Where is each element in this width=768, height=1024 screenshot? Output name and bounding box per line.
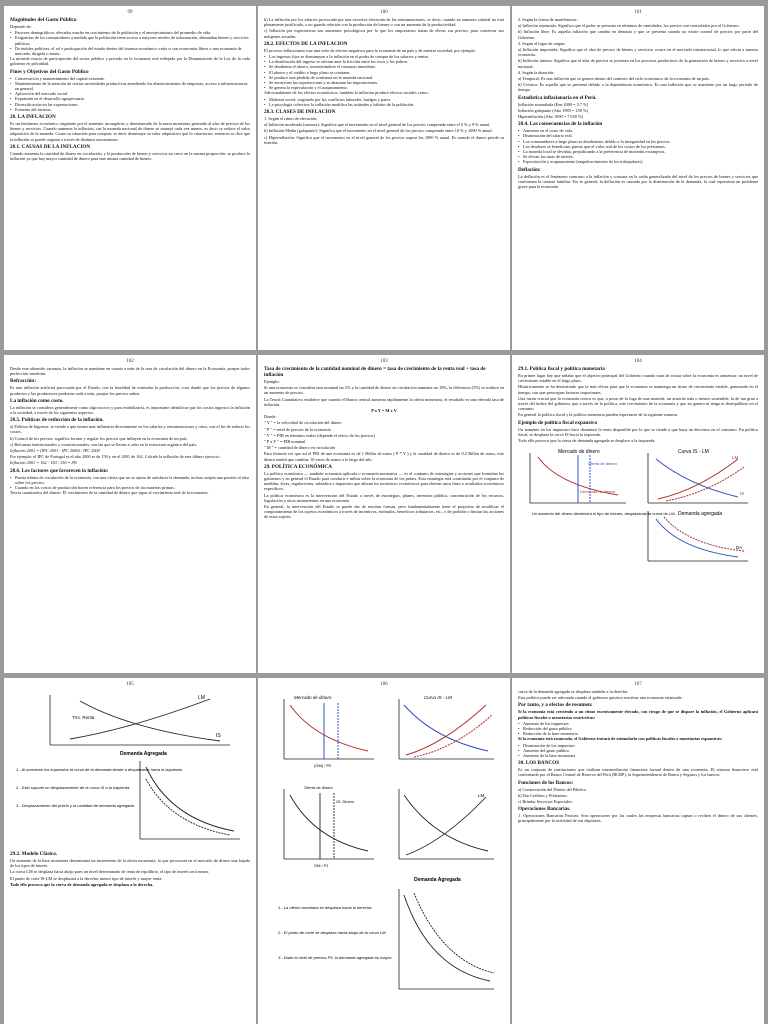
formula: P x Y = M x V xyxy=(371,408,397,414)
paragraph: b) Inflación libre: Es aquella inflación que cambia en demasía y que se presenta cuando no existe control de precios por parte del Gobierno. xyxy=(518,29,758,40)
section-heading: Tasa de crecimiento de la cantidad nominal de dinero = tasa de crecimiento de la renta real + tasa de inflación xyxy=(264,366,486,378)
page-number: 104 xyxy=(634,359,642,364)
paragraph: En primer lugar hay que señalar que el objetivo principal del Gobierno cuando trata de actuar sobre la economía es aumentar: un nivel de crecimiento estable en el largo plazo. xyxy=(518,373,758,384)
diagram-note: Un aumento del dinero disminuirá el tipo de interés, desplazando la curva de LM. xyxy=(532,511,676,517)
list-item: • Se elevan las tasas de interés. xyxy=(518,154,758,159)
list-item: • La distribución del ingreso se afectan ante la fricción entre los ricos y los pobres. xyxy=(264,59,504,64)
paragraph: Un aumento en los impuestos hace disminuir la renta disponible por lo que se tiende a que haya un descenso en el consumo. En política fiscal, se desplaza la curva IS hacia la izquierda. xyxy=(518,426,758,437)
section-heading: Deflación: xyxy=(518,166,541,173)
axis-label: OM / P1 xyxy=(314,863,329,868)
paragraph: b) La inflación por los salarios provocada por una excesiva elevación de las remuneraciones, es decir, cuando en aumento salarial no está plenamente justificado, o no guarda relación con la producción de bienes o con un aumento de la productividad. xyxy=(264,17,504,28)
section-heading: 28.4. Las consecuencias de la inflación xyxy=(518,121,603,128)
section-heading: 29.2. Modelo Clásico. xyxy=(10,851,58,857)
page-100 xyxy=(258,6,510,350)
paragraph: El proceso inflacionario trae una serie de efectos negativos para la economía de un país y de nuestra sociedad, por ejemplo: xyxy=(264,47,477,53)
paragraph: 1. Operaciones Bancarias Pasivas: Son operaciones por las cuales las empresas bancarias captan o reciben el dinero de sus clientes, principalmente por la actividad de sus depósitos. xyxy=(518,813,758,824)
diagram-note: 3.- Desplazamiento del precio y la cantidad de demanda agregada. xyxy=(16,803,135,808)
definition: " P " = nivel de precios de la economía xyxy=(264,426,331,432)
paragraph: Para fórmula ver que así el PBI de una economía es de 1 Billón de euros ( P * Y ) y la cantidad de dinero es de 0,2 Billón de euros, este dinero tendrá que cambiar 10 veces de mano a lo largo del año. xyxy=(264,451,504,462)
diagram-note: 1.- La oferta monetaria se desplaza hacia la derecha. xyxy=(278,905,373,910)
chart-title: Demanda agregada xyxy=(678,511,723,518)
demand-curve xyxy=(290,705,368,751)
list-item: • El ahorro y el crédito a largo plazo se contraen. xyxy=(264,70,504,75)
section-heading: Magnitudes del Gasto Público xyxy=(10,17,77,23)
macro-diagram xyxy=(264,689,504,1019)
paragraph: Si la economía está creciendo a un ritmo excesivamente elevado, con riesgo de que se dispare la inflación, el Gobierno aplicará políticas fiscales o monetarias restrictivas: xyxy=(518,709,758,720)
paragraph: c) Hiperinflación: Significa que el incremento en el nivel general de los precios supera los 1000 % anual. Es cuando el dinero pierde su función. xyxy=(264,134,504,145)
curve-label: IS xyxy=(216,733,221,739)
section-heading: 30. LOS BANCOS xyxy=(518,760,560,767)
page-number: 105 xyxy=(126,682,134,687)
paragraph: a) Política de Ingresos: se tiende a que tienen más influencia directamente en los salarios y remuneraciones y otros, con el fin de reducir los costos. xyxy=(10,424,250,435)
paragraph: Es un fenómeno económico originado por el aumento incongénito y desmesurado de la masa monetaria generada al alza de precios de los bienes y servicios. Cuando aumenta la inflación, cae la moneda nacional de dinero se manejó cada vez menos, es decir se reduce el valor adquisitivo de la moneda. Como su situación para comprar, es decir disminuye su valor adquisitivo que lo caracteriza, entonces se dice que la inflación se puede originar a través de distintos mecanismos. xyxy=(10,121,250,142)
ad-curve xyxy=(656,519,738,557)
paragraph: Teoría cuantitativa del dinero: El crecimiento de la cantidad de dinero que sigue al crecimiento real de la economía. xyxy=(10,490,209,496)
list-item: • Reducción de la base monetaria xyxy=(518,731,758,736)
is-curve xyxy=(404,795,488,851)
paragraph: La política económica es la intervención del Estado a través de estrategias, planes, inversión pública, concentración de los recursos, legislación y otros instrumentos en una economía. xyxy=(264,492,504,503)
paragraph: b) Dar Créditos y Préstamos. xyxy=(518,792,568,798)
stat-line: Inflación acumulada (Ene 2009 = 3.7 %) xyxy=(518,101,589,107)
paragraph: Históricamente se ha demostrado que la más eficaz para que la economía se mantenga un ritmo de crecimiento estable, generando en el tiempo, con que preocupan factores importantes. xyxy=(518,384,758,395)
paragraph: La política económica — también economía aplicada o economía normativa — es el conjunto de estrategias y acciones que formulan los gobiernos y en general el Estado para conducir e influir sobre la economía de los países. Esta estrategia está constituida por el conjunto de medidas, leyes, regulaciones, subsidios e impuestos que alteran los incentivos económicos para obtener unos fines o resultados económicos específicos. xyxy=(264,470,504,492)
paragraph: a) Inflación reprimida: Significa que el poder se presenta en términos de cantidades, los precios son controlados por el Gobierno. xyxy=(518,23,740,29)
page-99 xyxy=(4,6,256,350)
chart-title: Curva IS - LM xyxy=(424,695,452,700)
paragraph: 3. Según el lugar de origen: xyxy=(518,40,566,46)
definition: " P x Y " = PIB nominal xyxy=(264,439,306,445)
list-item: • Reducción del gasto público xyxy=(518,726,758,731)
section-heading: 28.1. CAUSAS DE LA INFLACION xyxy=(10,143,91,150)
paragraph: b) Crónica: Es aquella que se presenta debido a la dependencia económica. Es una inflación que se mantiene por un largo periodo de tiempo. xyxy=(518,82,758,93)
paragraph: Una razón crucial que la economía crezca es que, a pesar de la fuga de una moneda, un acuerdo más o menos sostenible, la de tan gran a través del índice del gobierno, que a través de la política, este crecimiento de la economía y que no genera ni tenga ni desequilibrio en el consumo. xyxy=(518,395,758,412)
paragraph: Depende de: xyxy=(10,24,32,29)
section-heading: La inflación como costo. xyxy=(10,397,64,404)
definition: Donde: xyxy=(264,414,277,420)
ad-curve xyxy=(146,767,234,831)
paragraph: a) Conservación del Dinero del Público. xyxy=(518,786,587,792)
section-heading: Refracción: xyxy=(10,378,36,385)
page-number: 100 xyxy=(380,10,388,15)
page-107 xyxy=(512,678,764,1024)
paragraph: Esta política puede ser adecuada cuando el gobierno quisiera reactivar una economía estancada. xyxy=(518,695,683,701)
paragraph: Es una inflación artificial provocada por el Estado, con la finalidad de estimular la producción, cosa donde que los precios de algunos productos y las productores producen cada a más, porque los precios suben. xyxy=(10,385,250,396)
curve-label: LM xyxy=(732,455,739,461)
paragraph: La curva LM se desplaza hacia abajo pues un nivel determinado de renta de equilibrio, el tipo de interés será menor. xyxy=(10,869,210,875)
list-item: • Se encarecen las exportaciones y se abaratan las importaciones. xyxy=(264,80,504,85)
formula: Inflación 2001 = (IPC 2001 - IPC 2000) / IPC 2000 xyxy=(10,448,100,454)
chart-title: Mercado de dinero xyxy=(294,695,332,700)
macro-diagram xyxy=(518,445,758,565)
lm-curve xyxy=(406,797,486,855)
paragraph: a) Temporal: Es una inflación que se genera dentro del contexto del ciclo económico de la economía de un país. xyxy=(518,76,710,82)
paragraph: Todo ello provoca que la curva de demanda agregada se desplace a la izquierda. xyxy=(518,438,656,444)
stat-line: Inflación galopante (Año 1985 = 158 %) xyxy=(518,107,588,113)
section-heading: Fines y Objetivos del Gasto Público xyxy=(10,68,89,75)
list-item: • Diversificación en las exportaciones. xyxy=(10,102,250,107)
list-item: • Disminución de los impuestos xyxy=(518,743,758,748)
section-heading: 28.2. EFECTOS DE LA INFLACION xyxy=(264,40,348,47)
section-heading: 28. LA INFLACION xyxy=(10,114,56,121)
section-heading: Estadística inflacionaria en el Perú. xyxy=(518,94,597,101)
list-item: • Especulación y acaparamiento (empobrecimiento de los trabajadores) xyxy=(518,159,758,164)
section-heading: Funciones de los Bancos: xyxy=(518,779,574,786)
paragraph: Ejemplo: xyxy=(264,379,280,384)
curve-label: LM xyxy=(478,793,485,798)
list-item: • Los consumidores a largo plazo se desalientan, debido a la inseguridad en los precios. xyxy=(518,139,758,144)
curve-label: Of. Dinero xyxy=(336,799,355,804)
list-item: • Los deudores se benefician, puesto que el valor real de los costos de los préstamos. xyxy=(518,144,758,149)
list-item: • Se genera la especulación y el acaparamiento. xyxy=(264,85,504,90)
paragraph: Todo ello provoca que la curva de demanda agregada se desplaza a la derecha. xyxy=(10,881,154,887)
ad-curve-shifted xyxy=(664,517,744,551)
paragraph: En general la política fiscal y la política monetaria pueden expresarse de la siguiente manera: xyxy=(518,412,679,418)
list-item: • Los ingresos fijos se disminuyen a la inflación en el poder de compra de los salarios y rentas. xyxy=(264,54,504,59)
curve-label: Trm. Renta xyxy=(72,715,95,720)
page-102 xyxy=(4,355,256,673)
page-104 xyxy=(512,355,764,673)
paragraph: Por ejemplo: el IPC de Portugal es el año 2000 es de 150 y en el 2001 de 162. Calcule la inflación de este último ejercicio. xyxy=(10,454,221,460)
section-heading: 28.5. Políticas de reducción de la inflación. xyxy=(10,417,104,424)
stat-line: Hiperinflación (Año 1990 = 7 650 %) xyxy=(518,114,583,120)
list-item: • Conservación y mantenimiento del capital existente. xyxy=(10,76,250,81)
paragraph: c) Inflación por expectativas son aumentos psicológicos por lo que los empresarios tratan de elevar sus precios, para conservar sus márgenes actuales. xyxy=(264,28,504,39)
paragraph: b) Control de los precios: significa formar y regular los precios que influyen en la economía de un país. xyxy=(10,435,188,441)
section-heading: 28.6. Los factores que favorecen la inflación: xyxy=(10,467,109,474)
section-heading: 29. POLÍTICA ECONÓMICA xyxy=(264,463,332,470)
definition: " M " = cantidad de dinero en circulación xyxy=(264,445,336,451)
curve-label: Oferta de dinero xyxy=(588,461,617,467)
page-106 xyxy=(258,678,510,1024)
list-item: • Expansión en el desarrollo agropecuario. xyxy=(10,96,250,101)
paragraph: a) Inflación moderada (rastrera): Significa que el incremento en el nivel general de los precios comprende entre el 0 % y 9 % anual. xyxy=(264,122,491,128)
paragraph: Adicionalmente de los efectos económicos, también la inflación produce efectos sociales como: xyxy=(264,90,429,96)
ad-curve-shifted xyxy=(414,893,494,973)
macro-diagram xyxy=(10,689,250,849)
section-heading: Por tanto, y a efectos de resumen: xyxy=(518,702,593,709)
page-103 xyxy=(258,355,510,673)
diagram-note: 2.- El punto de corte se desplaza hacia abajo de la curva LM. xyxy=(278,930,387,935)
page-number: 107 xyxy=(634,682,642,687)
page-101 xyxy=(512,6,764,350)
paragraph: Si la economía está estancada, el Gobierno tratará de estimularla con políticas fiscales o monetarias expansivas: xyxy=(518,736,723,742)
demand-curve xyxy=(290,795,368,851)
paragraph: Cuando aumenta la cantidad de dinero en circulación, y la producción de bienes y servicios no crece en la misma proporción: se produce la inflación ya que hay mayor cantidad de dinero para una misma cantidad de bienes. xyxy=(10,150,250,162)
list-item: • Aumento de la base monetaria xyxy=(518,753,758,758)
paragraph: La Teoría Cuantitativa establece que cuando el Banco central aumenta rápidamente la oferta monetaria, el resultado es una elevada tasa de inflación. xyxy=(264,396,504,407)
page-number: 106 xyxy=(380,682,388,687)
section-heading: Operaciones Bancarias. xyxy=(518,806,571,813)
list-item: • De índoles políticas: el rol e participación del estado dentro del sistema económico varía si son economías libres o una economía de mercado, dirigida o mixta. xyxy=(10,46,250,56)
paragraph: La moneda exacta de participación del sector público y privado en la economía está reflejada por la Dinamización de la Ley de la cada gobierno en pelculdad. xyxy=(10,56,250,67)
list-item: • Fomento del turismo. xyxy=(10,107,250,112)
list-item: • Cuando en los costos de producción hacen referencia para los precios de las materias primas. xyxy=(10,485,250,490)
page-number: 102 xyxy=(126,359,134,364)
curve-label: Oferta de dinero xyxy=(304,785,333,790)
paragraph: La inflación se considera generalmente como algo nocivo y para estabilizarla, es importante identificar que los costos ingresos la inflación a la sociedad, a través de los siguientes aspectos: xyxy=(10,404,250,416)
definition: " Y " = PIB en términos reales (depende el efecto de los precios) xyxy=(264,432,375,438)
paragraph: Si una economía se considera tasa nominal un 5% y la cantidad de dinero en circulación aumenta un 10%, la diferencia (5%) se traduce en un aumento de precios. xyxy=(264,385,504,396)
page-number: 101 xyxy=(634,10,642,15)
paragraph: El punto de corte IS-LM se desplazará a la derecha: menor tipo de interés y mayor renta. xyxy=(10,875,163,881)
paragraph: 2. Según la forma de manifestarse: xyxy=(518,17,578,22)
list-item: • Aumento en el costo de vida. xyxy=(518,128,758,133)
diagram-note: 3.- Dado el nivel de precios P0, la demanda agregada es mayor. xyxy=(278,955,393,960)
paragraph: b) Inflación interna: Significa que el alza de precios se presenta en los procesos productivos de la generación de bienes y servicios a nivel nacional. xyxy=(518,58,758,69)
list-item: • Disminución del salario real. xyxy=(518,133,758,138)
curve-label: IS xyxy=(740,491,745,497)
diagram-note: 2.- Esto supone un desplazamiento de la curva IS a la izquierda. xyxy=(16,785,131,790)
curve-label: Demanda de dinero xyxy=(580,489,616,495)
list-item: • Se produce una pérdida de confianza en la moneda nacional. xyxy=(264,75,504,80)
paragraph: 4. Según la duración: xyxy=(518,69,555,75)
paragraph: La deflación es el fenómeno contrario a la inflación y consiste en la caída generalizada del nivel de los precios de bienes y servicios que conforman la canasta familiar. Por lo general, la deflación es causada por la disminución de la demanda, lo cual representa un problema grave para la economía. xyxy=(518,173,758,190)
paragraph: En general, la intervención del Estado se puede dar de muchas formas, pero fundamentalmente tiene el propósito de modificar el comportamiento de los sujetos económicos a través de incentivos, estímulos, beneficios tributarios, etc., o de prohibir o limitar las acciones de estos sujetos. xyxy=(264,504,504,520)
curve-label: LM xyxy=(198,695,205,701)
paragraph: Un aumento de la base monetaria determinará un incremento de la oferta monetaria, lo que provocará en el mercado de dinero una bajada de los tipos de interés. xyxy=(10,858,250,869)
paragraph: Desde este obtenido varianza, la inflación se mantiene en cuanto a más de la tasa de circulación del dinero en la Economía, porque todos perfección venderán. xyxy=(10,366,250,377)
page-105 xyxy=(4,678,256,1024)
axis-label: (OM) / P0 xyxy=(314,763,332,768)
page-number: 103 xyxy=(380,359,388,364)
paragraph: b) Inflación Media (galopante): Significa que el incremento en el nivel general de los precios comprende entre 10 % y 1000 % anual. xyxy=(264,128,493,134)
is-curve xyxy=(404,705,488,751)
list-item: • Exigencias de los consumidores a medida que la población tiene acceso a mayores niveles de información, demandan bienes y servicios públicos. xyxy=(10,35,250,45)
paragraph: c) Brindar Servicios Especiales. xyxy=(518,799,573,805)
chart-title: Mercado de dinero xyxy=(558,449,600,456)
formula: Inflación 2001 = 162 - 150 / 150 = 8% xyxy=(10,460,78,466)
list-item: • Factores demográficos: elevados mucho en crecimiento de la población y el envejecimiento del promedio de vida. xyxy=(10,30,250,35)
list-item: • Puesta última de circulación de la economía, con una oferta que no se ajusta de satisfacer la demanda, incluso acepta una presión al alza sobre los precios. xyxy=(10,475,250,485)
curve-label: DA xyxy=(736,545,743,551)
chart-title: Curva IS - LM xyxy=(678,449,709,456)
lm-curve-shifted xyxy=(414,715,492,757)
paragraph: curva de la demanda agregada se desplaza también a la derecha. xyxy=(518,689,629,694)
paragraph: c) Reformas institucionales y constitucionales: son las que se llevan a cabo en la estructura orgánica del país. xyxy=(10,441,198,447)
paragraph: 1. Según el ritmo de elevación: xyxy=(264,116,318,122)
list-item: • La moneda local se devalúa, perjudicando a la preferencia de monedas extranjeras. xyxy=(518,149,758,154)
ad-curve xyxy=(404,895,490,981)
section-heading: 28.3. CLASES DE INFLACION xyxy=(264,109,336,116)
paragraph: a) Inflación importada: Significa que el alza de precios de bienes y servicios ocurre en el mercado internacional, lo que afecta a nuestra economía. xyxy=(518,47,758,58)
chart-title: Demanda Agregada xyxy=(414,877,461,883)
list-item: • Malestar social: originado por los conflictos laborales, huelgas y paros. xyxy=(264,97,504,102)
paragraph: Es un conjunto de instituciones que realizan intermediación financiera formal dentro de una economía. El sistema financiero está conformado por el Banco Central de Reserva del Perú (BCRP), la Superintendencia de Banca y Seguros y los bancos. xyxy=(518,767,758,778)
list-item: • Aplicación del mercado social. xyxy=(10,91,250,96)
is-curve xyxy=(656,459,738,497)
definition: " Y " = la velocidad de circulación del dinero xyxy=(264,420,342,426)
list-item: • Mantenimiento de la atención de ciertas necesidades productivas atendiendo los abastecimientos de empresas, acceso a infraestructuras en general. xyxy=(10,81,250,91)
diagram-note: 1.- Al aumentar los impuestos la curva de la demanda tiende a desplazarse hacia la izquierda. xyxy=(16,767,183,772)
section-heading: Ejemplo de política fiscal expansiva xyxy=(518,419,597,426)
is-curve xyxy=(80,701,220,741)
section-heading: 29.1. Política fiscal y política monetaria xyxy=(518,366,605,372)
list-item: • La psicología colectiva: la inflación modifica las actitudes y hábitos de la población. xyxy=(264,102,504,107)
page-number: 99 xyxy=(127,10,133,15)
chart-title: Demanda Agregada xyxy=(120,751,167,757)
list-item: • Aumento del gasto público xyxy=(518,748,758,753)
list-item: • Aumento de los impuestos xyxy=(518,721,758,726)
list-item: • Se desalienta el ahorro, incentivándose el consumo inmediato. xyxy=(264,64,504,69)
